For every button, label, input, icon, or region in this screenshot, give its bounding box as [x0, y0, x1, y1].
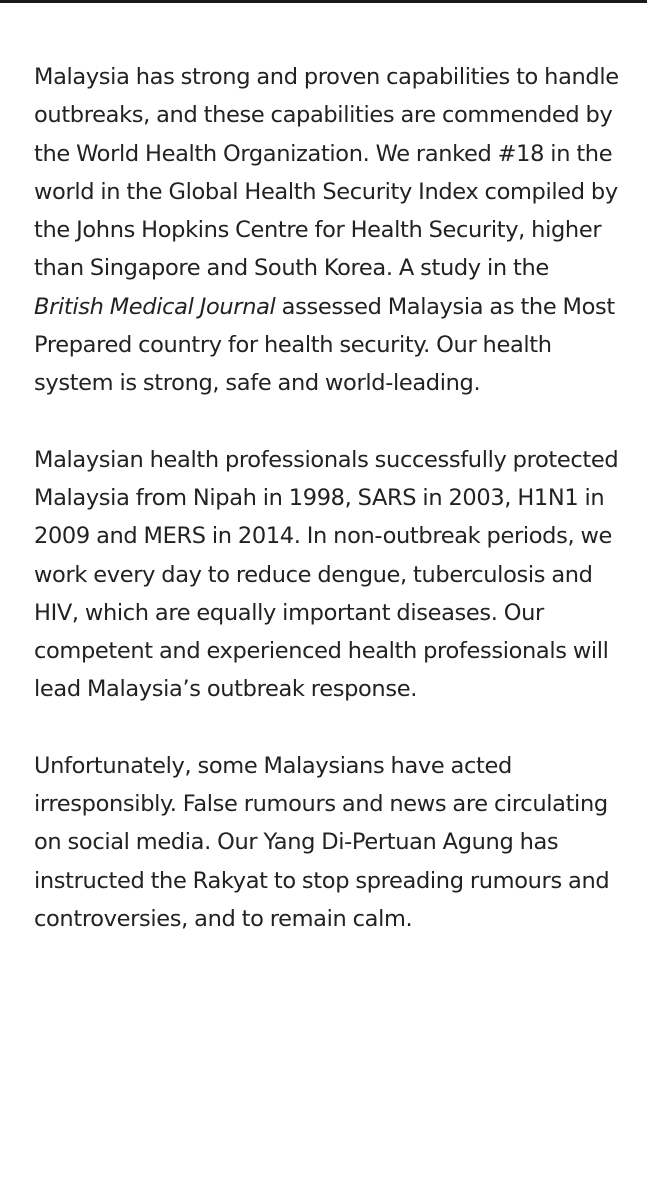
paragraph-rumours: [34, 747, 624, 938]
paragraph-text: Malaysia has strong and proven capabilities to handle outbreaks, and these capabilities are commended by the World Health Organization. We ranked #18 in the world in the Global Health Security Index compiled by the Johns Hopkins Centre for Health Security, higher than Singapore and South Korea. A study in the: [34, 64, 619, 282]
paragraph-capabilities: [34, 58, 624, 403]
paragraph-health-professionals: [34, 441, 624, 709]
paragraph-text: assessed Malaysia as the Most Prepared country for health security. Our health system is strong, safe and world-leading.: [34, 293, 615, 397]
top-divider: [0, 0, 647, 3]
paragraph-text: Malaysian health professionals successfully protected Malaysia from Nipah in 1998, SARS in 2003, H1N1 in 2009 and MERS in 2014. In non-outbreak periods, we work every day to reduce dengue, tuberculosis and HIV, which are equally important diseases. Our competent and experienced health professionals will lead Malaysia’s outbreak response.: [34, 446, 619, 703]
journal-title: British Medical Journal: [34, 293, 276, 320]
paragraph-text: Unfortunately, some Malaysians have acted irresponsibly. False rumours and news are circulating on social media. Our Yang Di-Pertuan Agung has instructed the Rakyat to stop spreading rumours and controversies, and to remain calm.: [34, 752, 610, 932]
article-body: [34, 58, 624, 976]
